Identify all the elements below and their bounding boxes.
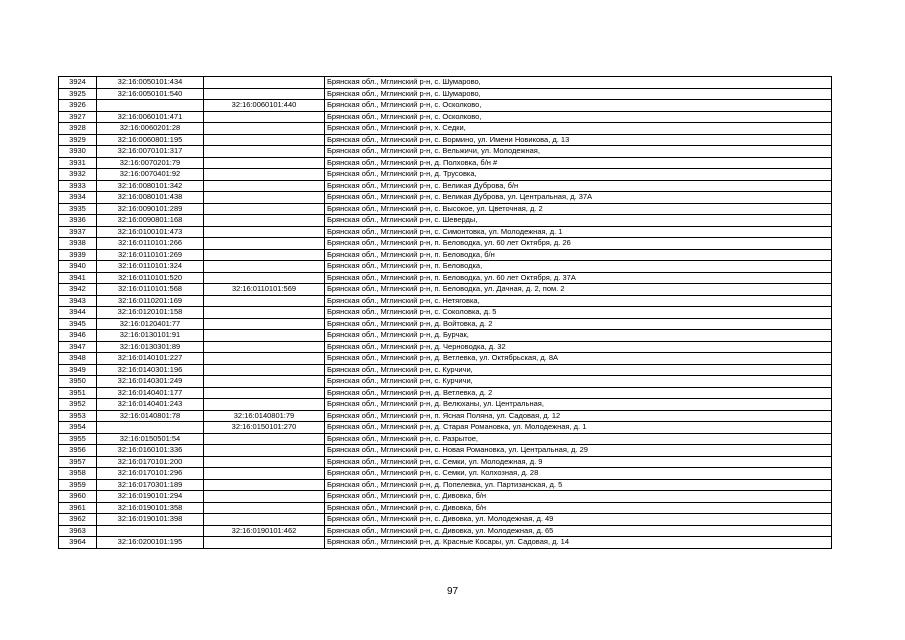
address-cell: Брянская обл., Мглинский р-н, п. Беловодка, ул. 60 лет Октября, д. 37А	[325, 272, 832, 284]
address-cell: Брянская обл., Мглинский р-н, д. Черноводка, д. 32	[325, 341, 832, 353]
linked-cadastral-number-cell	[204, 433, 325, 445]
table-row	[59, 410, 832, 422]
cadastral-number-cell: 32:16:0110101:324	[97, 261, 204, 273]
cadastral-number-cell: 32:16:0080101:342	[97, 180, 204, 192]
table-row	[59, 180, 832, 192]
linked-cadastral-number-cell	[204, 387, 325, 399]
linked-cadastral-number-cell: 32:16:0140801:79	[204, 410, 325, 422]
cadastral-number-cell: 32:16:0140301:249	[97, 376, 204, 388]
address-cell: Брянская обл., Мглинский р-н, с. Курчичи,	[325, 376, 832, 388]
table-row	[59, 261, 832, 273]
table-row	[59, 376, 832, 388]
linked-cadastral-number-cell	[204, 353, 325, 365]
address-cell: Брянская обл., Мглинский р-н, п. Ясная Поляна, ул. Садовая, д. 12	[325, 410, 832, 422]
cadastral-number-cell: 32:16:0110101:520	[97, 272, 204, 284]
linked-cadastral-number-cell	[204, 192, 325, 204]
row-number-cell: 3935	[59, 203, 97, 215]
linked-cadastral-number-cell	[204, 134, 325, 146]
row-number-cell: 3930	[59, 146, 97, 158]
address-cell: Брянская обл., Мглинский р-н, с. Шеверды,	[325, 215, 832, 227]
linked-cadastral-number-cell	[204, 502, 325, 514]
address-cell: Брянская обл., Мглинский р-н, с. Осколково,	[325, 100, 832, 112]
linked-cadastral-number-cell	[204, 157, 325, 169]
row-number-cell: 3960	[59, 491, 97, 503]
linked-cadastral-number-cell	[204, 238, 325, 250]
table-row	[59, 364, 832, 376]
address-cell: Брянская обл., Мглинский р-н, с. Осколково,	[325, 111, 832, 123]
linked-cadastral-number-cell	[204, 445, 325, 457]
table-row	[59, 491, 832, 503]
cadastral-number-cell: 32:16:0070201:79	[97, 157, 204, 169]
row-number-cell: 3946	[59, 330, 97, 342]
cadastral-number-cell: 32:16:0060201:28	[97, 123, 204, 135]
table-row	[59, 226, 832, 238]
table-row	[59, 341, 832, 353]
table-row	[59, 479, 832, 491]
linked-cadastral-number-cell	[204, 514, 325, 526]
row-number-cell: 3947	[59, 341, 97, 353]
table-row	[59, 399, 832, 411]
linked-cadastral-number-cell: 32:16:0190101:462	[204, 525, 325, 537]
table-row	[59, 272, 832, 284]
row-number-cell: 3961	[59, 502, 97, 514]
cadastral-number-cell: 32:16:0070401:92	[97, 169, 204, 181]
address-cell: Брянская обл., Мглинский р-н, с. Симонтовка, ул. Молодежная, д. 1	[325, 226, 832, 238]
address-cell: Брянская обл., Мглинский р-н, с. Шумарово,	[325, 77, 832, 89]
address-cell: Брянская обл., Мглинский р-н, с. Новая Романовка, ул. Центральная, д. 29	[325, 445, 832, 457]
row-number-cell: 3941	[59, 272, 97, 284]
address-cell: Брянская обл., Мглинский р-н, п. Беловодка,	[325, 261, 832, 273]
cadastral-number-cell	[97, 422, 204, 434]
cadastral-number-cell: 32:16:0140801:78	[97, 410, 204, 422]
table-row	[59, 157, 832, 169]
cadastral-number-cell: 32:16:0190101:358	[97, 502, 204, 514]
linked-cadastral-number-cell	[204, 479, 325, 491]
row-number-cell: 3951	[59, 387, 97, 399]
row-number-cell: 3955	[59, 433, 97, 445]
row-number-cell: 3932	[59, 169, 97, 181]
linked-cadastral-number-cell	[204, 169, 325, 181]
table-row	[59, 387, 832, 399]
row-number-cell: 3954	[59, 422, 97, 434]
row-number-cell: 3943	[59, 295, 97, 307]
address-cell: Брянская обл., Мглинский р-н, х. Седки,	[325, 123, 832, 135]
cadastral-number-cell: 32:16:0110201:169	[97, 295, 204, 307]
row-number-cell: 3953	[59, 410, 97, 422]
address-cell: Брянская обл., Мглинский р-н, д. Трусовка,	[325, 169, 832, 181]
address-cell: Брянская обл., Мглинский р-н, д. Велюханы, ул. Центральная,	[325, 399, 832, 411]
linked-cadastral-number-cell	[204, 111, 325, 123]
table-row	[59, 445, 832, 457]
address-cell: Брянская обл., Мглинский р-н, с. Дивовка, б/н	[325, 502, 832, 514]
table-row	[59, 88, 832, 100]
cadastral-number-cell: 32:16:0190101:294	[97, 491, 204, 503]
address-cell: Брянская обл., Мглинский р-н, д. Красные Косары, ул. Садовая, д. 14	[325, 537, 832, 549]
linked-cadastral-number-cell	[204, 468, 325, 480]
table-row	[59, 249, 832, 261]
table-row	[59, 77, 832, 89]
row-number-cell: 3934	[59, 192, 97, 204]
cadastral-number-cell: 32:16:0060801:195	[97, 134, 204, 146]
table-row	[59, 100, 832, 112]
row-number-cell: 3944	[59, 307, 97, 319]
address-cell: Брянская обл., Мглинский р-н, д. Полховка, б/н #	[325, 157, 832, 169]
row-number-cell: 3963	[59, 525, 97, 537]
table-row	[59, 111, 832, 123]
address-cell: Брянская обл., Мглинский р-н, д. Войтовка, д. 2	[325, 318, 832, 330]
row-number-cell: 3940	[59, 261, 97, 273]
linked-cadastral-number-cell	[204, 123, 325, 135]
table-row	[59, 525, 832, 537]
linked-cadastral-number-cell	[204, 261, 325, 273]
address-cell: Брянская обл., Мглинский р-н, д. Ветлевка, ул. Октябрьская, д. 8А	[325, 353, 832, 365]
linked-cadastral-number-cell	[204, 77, 325, 89]
linked-cadastral-number-cell	[204, 364, 325, 376]
row-number-cell: 3949	[59, 364, 97, 376]
table-row	[59, 456, 832, 468]
linked-cadastral-number-cell	[204, 307, 325, 319]
table-row	[59, 215, 832, 227]
linked-cadastral-number-cell	[204, 88, 325, 100]
address-cell: Брянская обл., Мглинский р-н, с. Высокое, ул. Цветочная, д. 2	[325, 203, 832, 215]
address-cell: Брянская обл., Мглинский р-н, с. Великая Дуброва, б/н	[325, 180, 832, 192]
linked-cadastral-number-cell	[204, 215, 325, 227]
row-number-cell: 3959	[59, 479, 97, 491]
address-cell: Брянская обл., Мглинский р-н, п. Беловодка, ул. 60 лет Октября, д. 26	[325, 238, 832, 250]
table-row	[59, 134, 832, 146]
cadastral-number-cell: 32:16:0110101:568	[97, 284, 204, 296]
table-row	[59, 422, 832, 434]
address-cell: Брянская обл., Мглинский р-н, с. Великая Дуброва, ул. Центральная, д. 37А	[325, 192, 832, 204]
linked-cadastral-number-cell	[204, 226, 325, 238]
table-row	[59, 284, 832, 296]
page-number: 97	[446, 586, 459, 597]
cadastral-number-cell: 32:16:0110101:269	[97, 249, 204, 261]
cadastral-number-cell: 32:16:0120401:77	[97, 318, 204, 330]
row-number-cell: 3936	[59, 215, 97, 227]
cadastral-number-cell: 32:16:0140401:177	[97, 387, 204, 399]
row-number-cell: 3958	[59, 468, 97, 480]
linked-cadastral-number-cell	[204, 376, 325, 388]
row-number-cell: 3956	[59, 445, 97, 457]
address-cell: Брянская обл., Мглинский р-н, с. Нетяговка,	[325, 295, 832, 307]
cadastral-number-cell: 32:16:0200101:195	[97, 537, 204, 549]
cadastral-number-cell: 32:16:0130301:89	[97, 341, 204, 353]
cadastral-number-cell: 32:16:0090801:168	[97, 215, 204, 227]
cadastral-number-cell: 32:16:0160101:336	[97, 445, 204, 457]
address-cell: Брянская обл., Мглинский р-н, д. Попелевка, ул. Партизанская, д. 5	[325, 479, 832, 491]
cadastral-number-cell: 32:16:0140101:227	[97, 353, 204, 365]
linked-cadastral-number-cell: 32:16:0060101:440	[204, 100, 325, 112]
registry-table	[58, 76, 832, 549]
linked-cadastral-number-cell: 32:16:0110101:569	[204, 284, 325, 296]
address-cell: Брянская обл., Мглинский р-н, с. Соколовка, д. 5	[325, 307, 832, 319]
table-row	[59, 307, 832, 319]
cadastral-number-cell: 32:16:0090101:289	[97, 203, 204, 215]
linked-cadastral-number-cell	[204, 318, 325, 330]
table-row	[59, 433, 832, 445]
registry-table-body	[59, 77, 832, 549]
cadastral-number-cell: 32:16:0140301:196	[97, 364, 204, 376]
cadastral-number-cell: 32:16:0100101:473	[97, 226, 204, 238]
row-number-cell: 3962	[59, 514, 97, 526]
linked-cadastral-number-cell	[204, 491, 325, 503]
address-cell: Брянская обл., Мглинский р-н, п. Беловодка, ул. Дачная, д. 2, пом. 2	[325, 284, 832, 296]
address-cell: Брянская обл., Мглинский р-н, п. Беловодка, б/н	[325, 249, 832, 261]
table-row	[59, 318, 832, 330]
row-number-cell: 3937	[59, 226, 97, 238]
cadastral-number-cell: 32:16:0170301:189	[97, 479, 204, 491]
table-row	[59, 169, 832, 181]
address-cell: Брянская обл., Мглинский р-н, с. Семки, ул. Молодежная, д. 9	[325, 456, 832, 468]
cadastral-number-cell	[97, 525, 204, 537]
cadastral-number-cell: 32:16:0140401:243	[97, 399, 204, 411]
cadastral-number-cell: 32:16:0170101:200	[97, 456, 204, 468]
table-row	[59, 330, 832, 342]
linked-cadastral-number-cell	[204, 272, 325, 284]
linked-cadastral-number-cell	[204, 456, 325, 468]
linked-cadastral-number-cell	[204, 203, 325, 215]
linked-cadastral-number-cell	[204, 146, 325, 158]
linked-cadastral-number-cell	[204, 537, 325, 549]
address-cell: Брянская обл., Мглинский р-н, с. Курчичи,	[325, 364, 832, 376]
cadastral-number-cell: 32:16:0080101:438	[97, 192, 204, 204]
address-cell: Брянская обл., Мглинский р-н, д. Бурчак,	[325, 330, 832, 342]
table-row	[59, 123, 832, 135]
row-number-cell: 3964	[59, 537, 97, 549]
address-cell: Брянская обл., Мглинский р-н, д. Старая Романовка, ул. Молодежная, д. 1	[325, 422, 832, 434]
linked-cadastral-number-cell	[204, 341, 325, 353]
cadastral-number-cell: 32:16:0110101:266	[97, 238, 204, 250]
table-row	[59, 203, 832, 215]
row-number-cell: 3925	[59, 88, 97, 100]
row-number-cell: 3942	[59, 284, 97, 296]
row-number-cell: 3939	[59, 249, 97, 261]
table-row	[59, 537, 832, 549]
cadastral-number-cell: 32:16:0130101:91	[97, 330, 204, 342]
linked-cadastral-number-cell	[204, 180, 325, 192]
linked-cadastral-number-cell	[204, 249, 325, 261]
address-cell: Брянская обл., Мглинский р-н, с. Дивовка, б/н	[325, 491, 832, 503]
table-row	[59, 295, 832, 307]
linked-cadastral-number-cell	[204, 399, 325, 411]
row-number-cell: 3931	[59, 157, 97, 169]
cadastral-number-cell	[97, 100, 204, 112]
row-number-cell: 3926	[59, 100, 97, 112]
address-cell: Брянская обл., Мглинский р-н, с. Дивовка, ул. Молодежная, д. 49	[325, 514, 832, 526]
linked-cadastral-number-cell	[204, 330, 325, 342]
row-number-cell: 3957	[59, 456, 97, 468]
table-row	[59, 238, 832, 250]
linked-cadastral-number-cell: 32:16:0150101:270	[204, 422, 325, 434]
table-row	[59, 353, 832, 365]
cadastral-number-cell: 32:16:0050101:540	[97, 88, 204, 100]
table-row	[59, 502, 832, 514]
row-number-cell: 3927	[59, 111, 97, 123]
address-cell: Брянская обл., Мглинский р-н, с. Вормино, ул. Имени Новикова, д. 13	[325, 134, 832, 146]
row-number-cell: 3950	[59, 376, 97, 388]
cadastral-number-cell: 32:16:0150501:54	[97, 433, 204, 445]
cadastral-number-cell: 32:16:0190101:398	[97, 514, 204, 526]
address-cell: Брянская обл., Мглинский р-н, с. Шумарово,	[325, 88, 832, 100]
address-cell: Брянская обл., Мглинский р-н, с. Семки, ул. Колхозная, д. 28	[325, 468, 832, 480]
table-row	[59, 146, 832, 158]
address-cell: Брянская обл., Мглинский р-н, с. Вельжичи, ул. Молодежная,	[325, 146, 832, 158]
cadastral-number-cell: 32:16:0120101:158	[97, 307, 204, 319]
row-number-cell: 3928	[59, 123, 97, 135]
row-number-cell: 3924	[59, 77, 97, 89]
address-cell: Брянская обл., Мглинский р-н, с. Дивовка, ул. Молодежная, д. 65	[325, 525, 832, 537]
linked-cadastral-number-cell	[204, 295, 325, 307]
address-cell: Брянская обл., Мглинский р-н, д. Ветлевка, д. 2	[325, 387, 832, 399]
row-number-cell: 3948	[59, 353, 97, 365]
table-row	[59, 468, 832, 480]
row-number-cell: 3938	[59, 238, 97, 250]
cadastral-number-cell: 32:16:0050101:434	[97, 77, 204, 89]
table-row	[59, 514, 832, 526]
cadastral-number-cell: 32:16:0060101:471	[97, 111, 204, 123]
cadastral-number-cell: 32:16:0170101:296	[97, 468, 204, 480]
row-number-cell: 3952	[59, 399, 97, 411]
address-cell: Брянская обл., Мглинский р-н, с. Разрытое,	[325, 433, 832, 445]
table-row	[59, 192, 832, 204]
row-number-cell: 3933	[59, 180, 97, 192]
row-number-cell: 3945	[59, 318, 97, 330]
row-number-cell: 3929	[59, 134, 97, 146]
cadastral-number-cell: 32:16:0070101:317	[97, 146, 204, 158]
